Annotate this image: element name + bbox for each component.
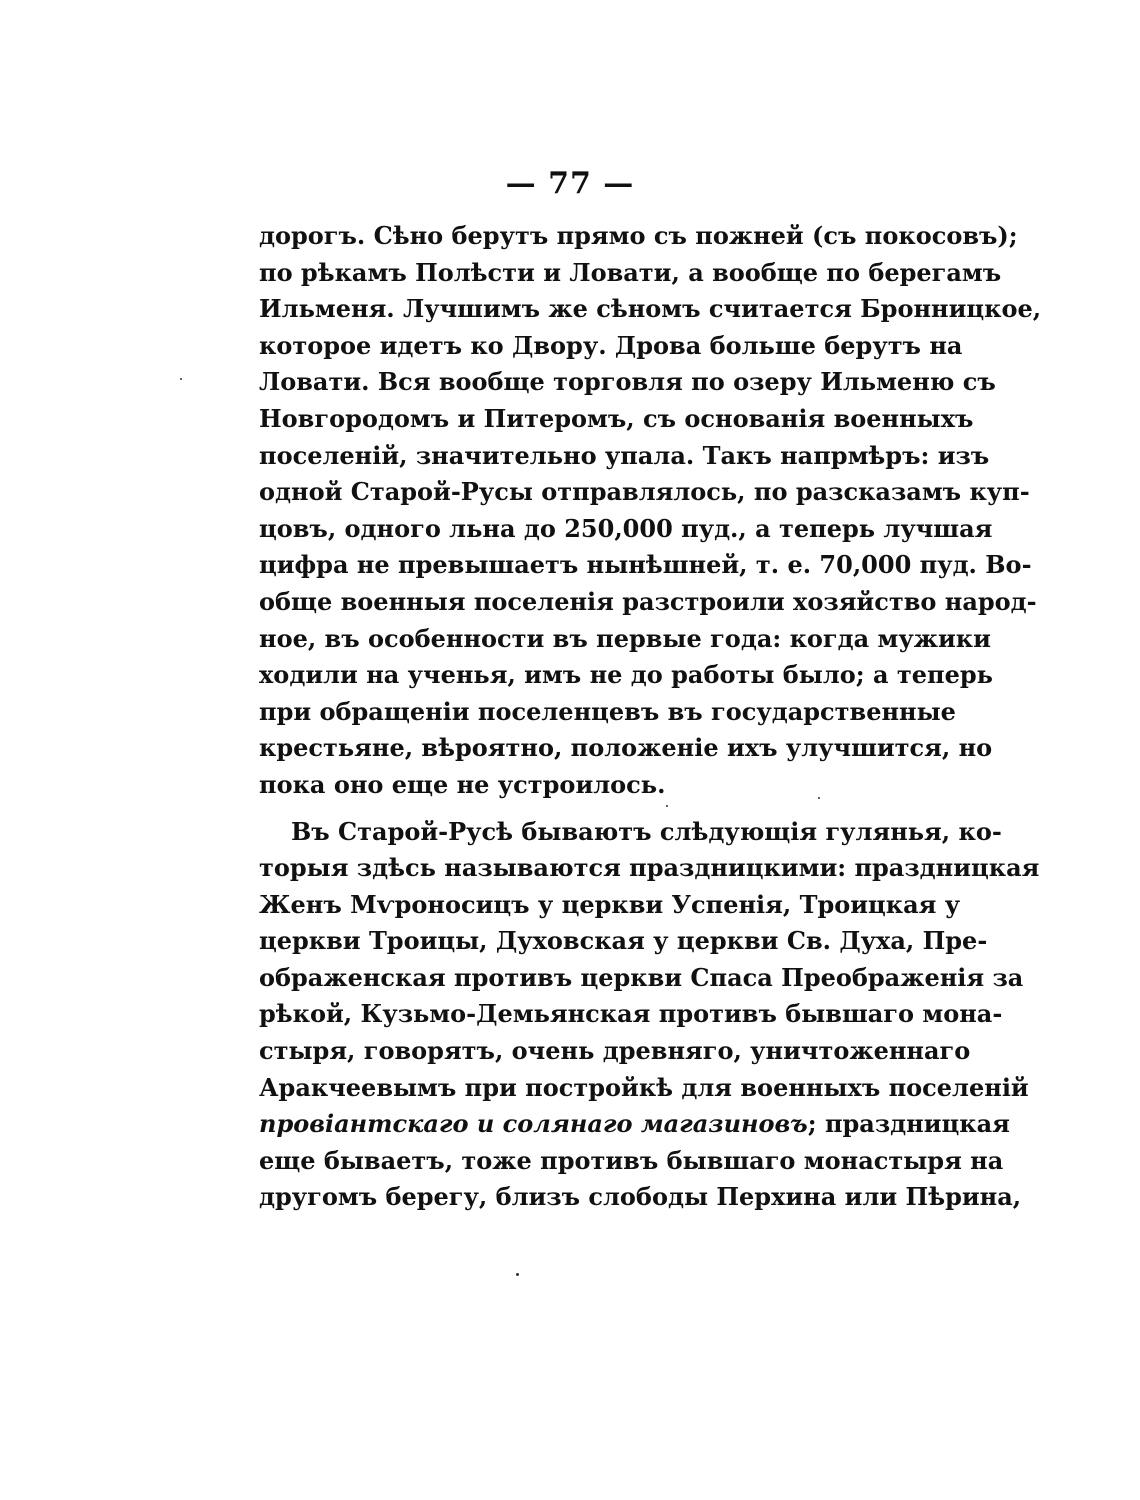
text-line: торыя здѣсь называются праздницкими: праздницкая xyxy=(259,853,1040,883)
text-line: поселеній, значительно упала. Такъ напрмѣръ: изъ xyxy=(259,440,990,470)
text-line: цовъ, одного льна до 250,000 пуд., а теперь лучшая xyxy=(259,513,993,543)
print-speck xyxy=(516,1273,519,1276)
text-line: ображенская противъ церкви Спаса Преображенія за xyxy=(259,962,1024,992)
paragraph-1 xyxy=(259,218,1042,804)
print-speck xyxy=(818,797,820,799)
text-line: Ильменя. Лучшимъ же сѣномъ считается Бронницкое, xyxy=(259,294,1042,324)
text-line: церкви Троицы, Духовская у церкви Св. Духа, Пре- xyxy=(259,926,988,956)
text-line: дорогъ. Сѣно берутъ прямо съ пожней (съ покосовъ); xyxy=(259,221,1018,250)
print-speck xyxy=(666,805,668,807)
text-line: ное, въ особенности въ первые года: когда мужики xyxy=(259,623,991,653)
body-text xyxy=(259,218,1042,1216)
text-line: еще бываетъ, тоже противъ бывшаго монастыря на xyxy=(259,1145,1004,1175)
text-span: ; праздницкая xyxy=(807,1109,1010,1139)
text-line: Ловати. Вся вообще торговля по озеру Ильменю съ xyxy=(259,367,996,397)
text-line: пока оно еще не устроилось. xyxy=(259,769,666,799)
text-line: которое идетъ ко Двору. Дрова больше берутъ на xyxy=(259,330,963,360)
text-line: Аракчеевымъ при постройкѣ для военныхъ поселеній xyxy=(259,1072,1029,1102)
text-line: другомъ берегу, близъ слободы Перхина или Пѣрина, xyxy=(259,1182,1022,1212)
text-line: стыря, говорятъ, очень древняго, уничтоженнаго xyxy=(259,1036,971,1066)
page-number: — 77 — xyxy=(505,166,635,201)
text-line: рѣкой, Кузьмо-Демьянская противъ бывшаго мона- xyxy=(259,999,1003,1029)
text-line: Въ Старой-Русѣ бываютъ слѣдующія гулянья, ко- xyxy=(291,816,1002,846)
text-line: Новгородомъ и Питеромъ, съ основанія военныхъ xyxy=(259,403,974,433)
text-line: при обращеніи поселенцевъ въ государственные xyxy=(259,696,956,726)
text-line: крестьяне, вѣроятно, положеніе ихъ улучшится, но xyxy=(259,733,993,763)
italic-phrase: провіантскаго и солянаго магазиновъ xyxy=(259,1109,808,1139)
paragraph-gap xyxy=(259,804,877,814)
text-line: одной Старой-Русы отправлялось, по разсказамъ куп- xyxy=(259,477,1030,507)
text-line xyxy=(259,1106,1010,1143)
text-line: обще военныя поселенія разстроили хозяйство народ- xyxy=(259,586,1037,616)
paragraph-2 xyxy=(259,814,1040,1217)
text-line: Женъ Мѵроносицъ у церкви Успенія, Троицкая у xyxy=(259,889,961,919)
text-line: ходили на ученья, имъ не до работы было; а теперь xyxy=(259,660,993,690)
print-speck xyxy=(180,378,182,380)
text-line: цифра не превышаетъ нынѣшней, т. е. 70,000 пуд. Во- xyxy=(259,550,1032,580)
text-line: по рѣкамъ Полѣсти и Ловати, а вообще по берегамъ xyxy=(259,257,1002,287)
